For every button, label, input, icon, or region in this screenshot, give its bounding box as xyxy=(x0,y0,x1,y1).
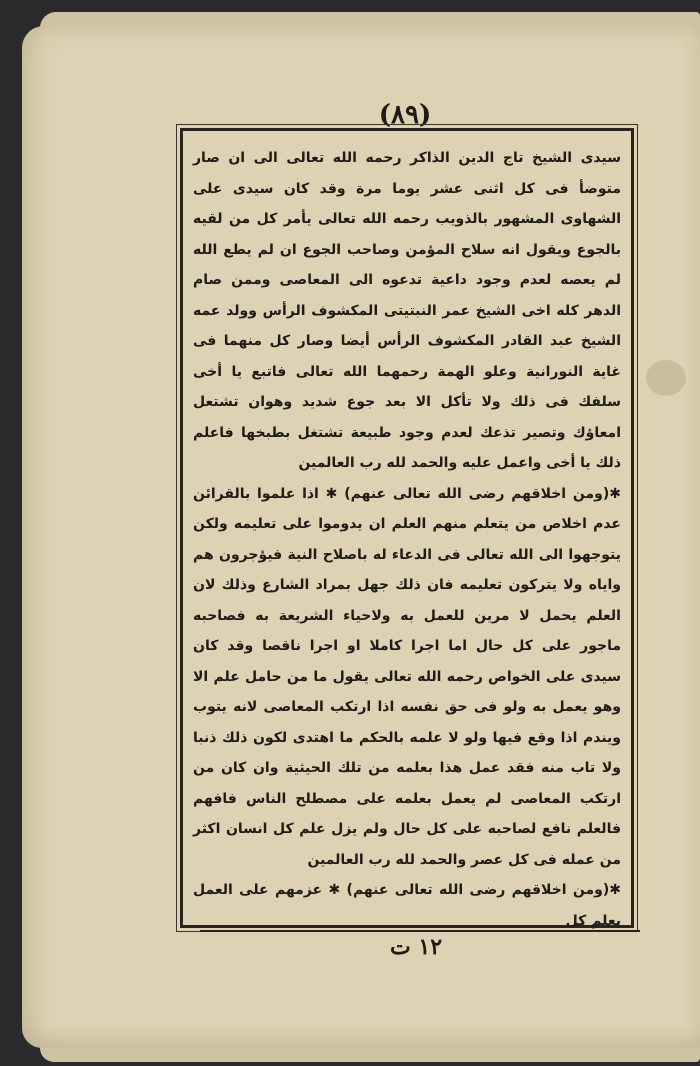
main-text xyxy=(193,143,622,929)
section-star-icon: ✱ xyxy=(609,882,621,898)
section-2-heading: (ومن اخلاقهم رضى الله تعالى عنهم) xyxy=(344,485,610,502)
text-frame xyxy=(180,128,634,928)
section-star-icon: ✱ xyxy=(328,882,341,898)
section-star-icon: ✱ xyxy=(609,485,622,502)
section-3-heading: (ومن اخلاقهم رضى الله تعالى عنهم) xyxy=(346,882,610,898)
paragraph-3 xyxy=(193,875,621,936)
paragraph-2-text: اذا علموا بالقرائن عدم اخلاص من يتعلم منهم العلم ان يدوموا على تعليمه ولكن يتوجهوا الى الله تعالى فى الدعاء له باصلاح النية فيؤجرون هم واياه ولا يتركون تعليمه فان ذلك جهل بمراد الشارع وذلك لان العلم يحمل لا مرين للعمل به ولاحياء الشريعة به فصاحبه ماجور على كل حال اما اجرا كاملا او اجرا ناقصا وقد كان سيدى على الخواص رحمه الله تعالى يقول ما من حامل علم الا وهو يعمل به ولو فى حق نفسه اذا ارتكب المعاصى لانه يتوب ويندم اذا وقع فيها ولو لا علمه بالحكم ما اهتدى لكون ذلك ذنبا ولا تاب منه فقد عمل هذا بعلمه من تلك الحيثية وان كان من ارتكب المعاصى لم يعمل بعلمه على مصطلح الناس فافهم فالعلم نافع لصاحبه على كل حال ولم يزل علم كل انسان اكثر من عمله فى كل عصر والحمد لله رب العالمين xyxy=(193,485,621,868)
signature-mark: ١٢ ت xyxy=(390,934,443,960)
page-number: (٨٩) xyxy=(378,100,432,130)
paragraph-3-text: عزمهم على العمل بعلم كل xyxy=(193,882,621,929)
section-star-icon: ✱ xyxy=(325,485,338,502)
paragraph-1: سيدى الشيخ تاج الدين الذاكر رحمه الله تعالى الى ان صار متوضأ فى كل اثنى عشر يوما مرة وقد كان سيدى على الشهاوى المشهور بالذويب رحمه الله تعالى يأمر كل من لقيه بالجوع ويقول انه سلاح المؤمن وصاحب الجوع ان لم يطع الله لم يعصه لعدم وجود داعية تدعوه الى المعاصى وممن صام الدهر كله اخى الشيخ عمر النبتيتى المكشوف الرأس وولد عمه الشيخ عبد القادر المكشوف الرأس أيضا وصار كل منهما فى غاية النورانية وعلو الهمة رحمهما الله تعالى فاتبع يا أخى سلفك فى ذلك ولا تأكل الا بعد جوع شديد وهوان تشتعل امعاؤك وتصير تذعك لعدم وجود طبيعة تشتغل بطبخها فاعلم ذلك يا أخى واعمل عليه والحمد لله رب العالمين xyxy=(193,150,621,471)
paragraph-2 xyxy=(193,479,621,876)
footer-rule xyxy=(200,930,640,932)
paper-stain xyxy=(646,360,686,396)
